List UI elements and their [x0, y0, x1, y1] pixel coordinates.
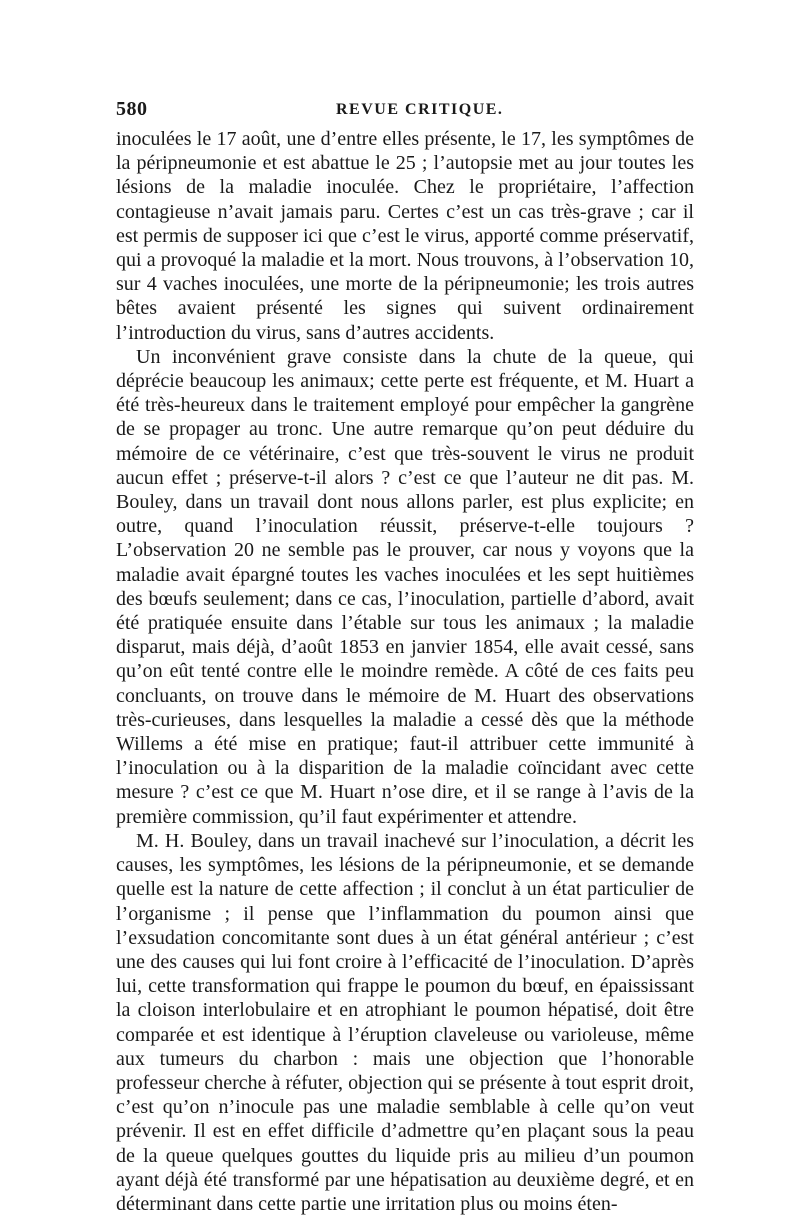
running-title: REVUE CRITIQUE.	[336, 101, 504, 118]
page-number: 580	[116, 98, 148, 120]
running-head	[116, 98, 694, 128]
paragraph: M. H. Bouley, dans un travail inachevé sur l’inoculation, a décrit les causes, les symptômes, les lésions de la péripneumonie, et se demande quelle est la nature de cette affection ; il conclut à un état particulier de l’organisme ; il pense que l’inflammation du poumon ainsi que l’exsudation concomitante sont dues à un état général antérieur ; c’est une des causes qui lui font croire à l’efficacité de l’inoculation. D’après lui, cette transformation qui frappe le poumon du bœuf, en épaississant la cloison interlobulaire et en atrophiant le poumon hépatisé, doit être comparée et est identique à l’éruption claveleuse ou varioleuse, même aux tumeurs du charbon : mais une objection que l’honorable professeur cherche à réfuter, objection qui se présente à tout esprit droit, c’est qu’on n’inocule pas une maladie semblable à celle qu’on veut prévenir. Il est en effet difficile d’admettre qu’en plaçant sous la peau de la queue quelques gouttes du liquide pris au milieu d’un poumon ayant déjà été transformé par une hépatisation au deuxième degré, et en déterminant dans cette partie une irritation plus ou moins éten-	[116, 829, 694, 1215]
paragraph: Un inconvénient grave consiste dans la chute de la queue, qui déprécie beaucoup les animaux; cette perte est fréquente, et M. Huart a été très-heureux dans le traitement employé pour empêcher la gangrène de se propager au tronc. Une autre remarque qu’on peut déduire du mémoire de ce vétérinaire, c’est que très-souvent le virus ne produit aucun effet ; préserve-t-il alors ? c’est ce que l’auteur ne dit pas. M. Bouley, dans un travail dont nous allons parler, est plus explicite; en outre, quand l’inoculation réussit, préserve-t-elle toujours ? L’observation 20 ne semble pas le prouver, car nous y voyons que la maladie avait épargné toutes les vaches inoculées et les sept huitièmes des bœufs seulement; dans ce cas, l’inoculation, partielle d’abord, avait été pratiquée ensuite dans l’étable sur tous les animaux ; la maladie disparut, mais déjà, d’août 1853 en janvier 1854, elle avait cessé, sans qu’on eût tenté contre elle le moindre remède. A côté de ces faits peu concluants, on trouve dans le mémoire de M. Huart des observations très-curieuses, dans lesquelles la maladie a cessé dès que la méthode Willems a été mise en pratique; faut-il attribuer cette immunité à l’inoculation ou à la disparition de la maladie coïncidant avec cette mesure ? c’est ce que M. Huart n’ose dire, et il se range à l’avis de la première commission, qu’il faut expérimenter et attendre.	[116, 345, 694, 828]
body-text	[116, 127, 694, 1216]
paragraph-continuation: inoculées le 17 août, une d’entre elles présente, le 17, les symptômes de la péripneumonie et est abattue le 25 ; l’autopsie met au jour toutes les lésions de la maladie inoculée. Chez le propriétaire, l’affection contagieuse n’avait jamais paru. Certes c’est un cas très-grave ; car il est permis de supposer ici que c’est le virus, apporté comme préservatif, qui a provoqué la maladie et la mort. Nous trouvons, à l’observation 10, sur 4 vaches inoculées, une morte de la péripneumonie; les trois autres bêtes avaient présenté les signes qui suivent ordinairement l’introduction du virus, sans d’autres accidents.	[116, 128, 694, 344]
